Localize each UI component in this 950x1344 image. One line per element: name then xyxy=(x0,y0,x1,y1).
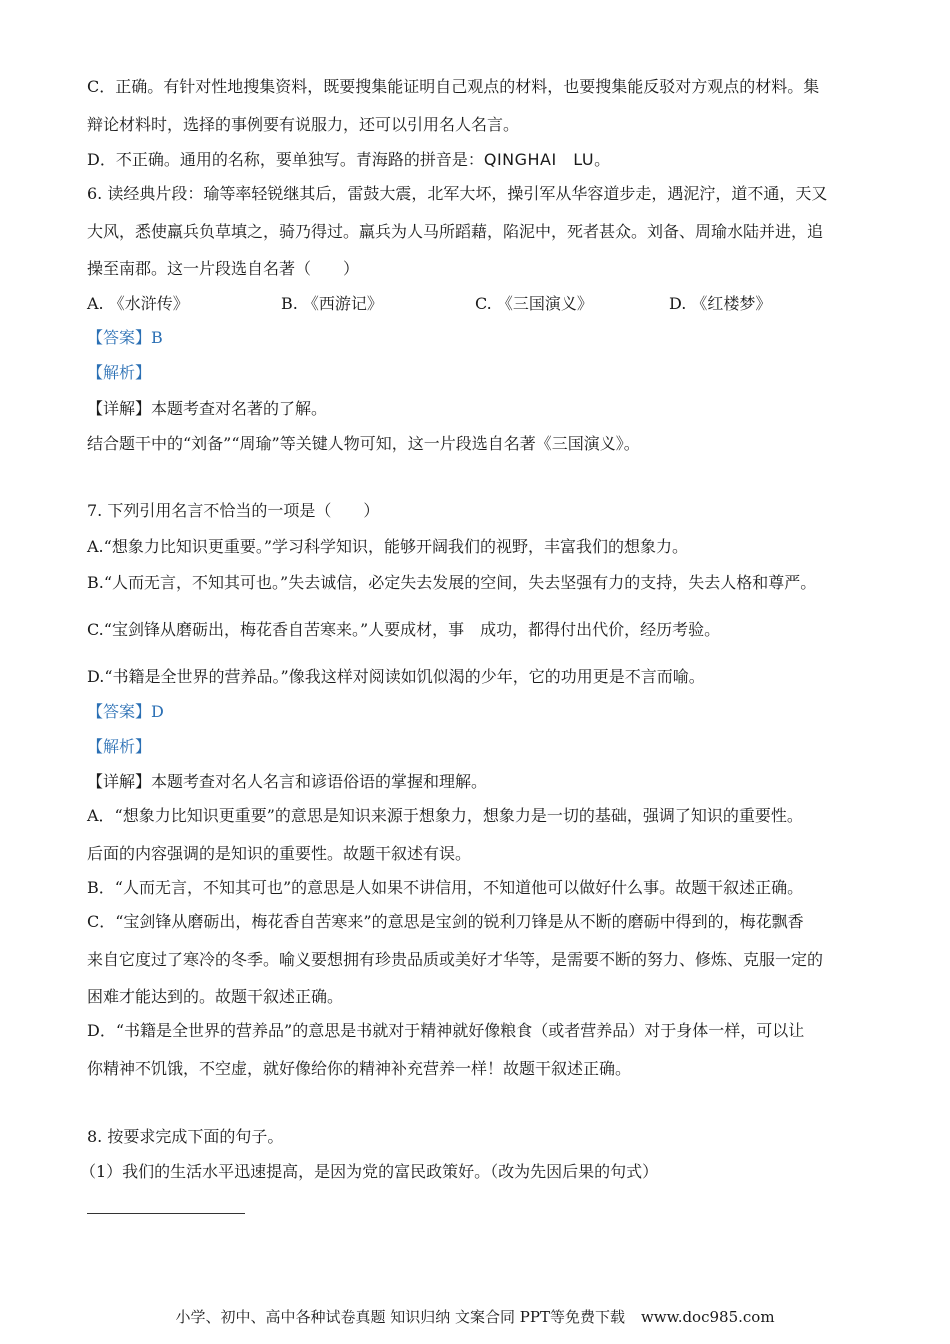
q8-stem: 8. 按要求完成下面的句子。 xyxy=(87,1127,284,1146)
q7-explain-c-line1: C．“宝剑锋从磨砺出，梅花香自苦寒来”的意思是宝剑的锐利刀锋是从不断的磨砺中得到的，梅花飘香 xyxy=(87,912,804,931)
q7-option-d: D.“书籍是全世界的营养品。”像我这样对阅读如饥似渴的少年，它的功用更是不言而喻。 xyxy=(87,667,705,686)
q6-analysis-heading: 【解析】 xyxy=(87,363,152,382)
q7-explain-d-line1: D．“书籍是全世界的营养品”的意思是书就对于精神就好像粮食（或者营养品）对于身体一样，可以让 xyxy=(87,1021,805,1040)
q6-detail-line1: 【详解】本题考查对名著的了解。 xyxy=(87,399,328,418)
q6-option-d: D. 《红楼梦》 xyxy=(669,294,772,313)
q7-detail-heading: 【详解】本题考查对名人名言和谚语俗语的掌握和理解。 xyxy=(87,772,488,791)
footer-text: 小学、初中、高中各种试卷真题 知识归纳 文案合同 PPT等免费下载 xyxy=(175,1308,625,1326)
q7-explain-a-line2: 后面的内容强调的是知识的重要性。故题干叙述有误。 xyxy=(87,844,472,863)
page-footer xyxy=(0,1307,950,1327)
q7-option-c: C.“宝剑锋从磨砺出，梅花香自苦寒来。”人要成材，事 成功，都得付出代价，经历考验。 xyxy=(87,620,721,639)
q7-explain-c-line3: 困难才能达到的。故题干叙述正确。 xyxy=(87,987,344,1006)
q5-option-d-end: 。 xyxy=(594,150,611,169)
q6-stem-line2: 大风，悉使羸兵负草填之，骑乃得过。羸兵为人马所蹈藉，陷泥中，死者甚众。刘备、周瑜水陆并进，追 xyxy=(87,222,824,241)
q7-explain-c-line2: 来自它度过了寒冷的冬季。喻义要想拥有珍贵品质或美好才华等，是需要不断的努力、修炼、克服一定的 xyxy=(87,950,824,969)
q8-subquestion-1: （1）我们的生活水平迅速提高，是因为党的富民政策好。（改为先因后果的句式） xyxy=(80,1162,659,1181)
q7-option-b: B.“人而无言，不知其可也。”失去诚信，必定失去发展的空间，失去坚强有力的支持，失去人格和尊严。 xyxy=(87,573,817,592)
q7-analysis-heading: 【解析】 xyxy=(87,737,152,756)
footer-url[interactable]: www.doc985.com xyxy=(640,1308,775,1326)
q6-detail-line2: 结合题干中的“刘备”“周瑜”等关键人物可知，这一片段选自名著《三国演义》。 xyxy=(87,434,640,453)
q5-option-d-text: D．不正确。通用的名称，要单独写。青海路的拼音是： xyxy=(87,150,484,169)
q7-answer: 【答案】D xyxy=(87,702,164,721)
q6-option-b: B. 《西游记》 xyxy=(281,294,383,313)
q6-option-a: A. 《水浒传》 xyxy=(87,294,189,313)
q7-stem: 7. 下列引用名言不恰当的一项是（ ） xyxy=(87,501,380,520)
q6-stem-line1: 6. 读经典片段：瑜等率轻锐继其后，雷鼓大震，北军大坏，操引军从华容道步走，遇泥泞，道不通，天又 xyxy=(87,184,828,203)
q5-option-c-line2: 辩论材料时，选择的事例要有说服力，还可以引用名人名言。 xyxy=(87,115,520,134)
q6-answer: 【答案】B xyxy=(87,328,163,347)
q6-stem-line3: 操至南郡。这一片段选自名著（ ） xyxy=(87,259,360,278)
q7-explain-a-line1: A．“想象力比知识更重要”的意思是知识来源于想象力，想象力是一切的基础，强调了知识的重要性。 xyxy=(87,806,803,825)
q7-option-a: A.“想象力比知识更重要。”学习科学知识，能够开阔我们的视野，丰富我们的想象力。 xyxy=(87,537,689,556)
q7-explain-d-line2: 你精神不饥饿，不空虚，就好像给你的精神补充营养一样！故题干叙述正确。 xyxy=(87,1059,632,1078)
q5-option-d xyxy=(87,150,610,170)
q5-option-c-line1: C．正确。有针对性地搜集资料，既要搜集能证明自己观点的材料，也要搜集能反驳对方观点的材料。集 xyxy=(87,77,820,96)
answer-blank-line xyxy=(87,1213,245,1214)
q6-option-c: C. 《三国演义》 xyxy=(475,294,593,313)
q7-explain-b-line1: B．“人而无言，不知其可也”的意思是人如果不讲信用，不知道他可以做好什么事。故题干叙述正确。 xyxy=(87,878,804,897)
q5-pinyin: QINGHAI LU xyxy=(483,150,595,169)
